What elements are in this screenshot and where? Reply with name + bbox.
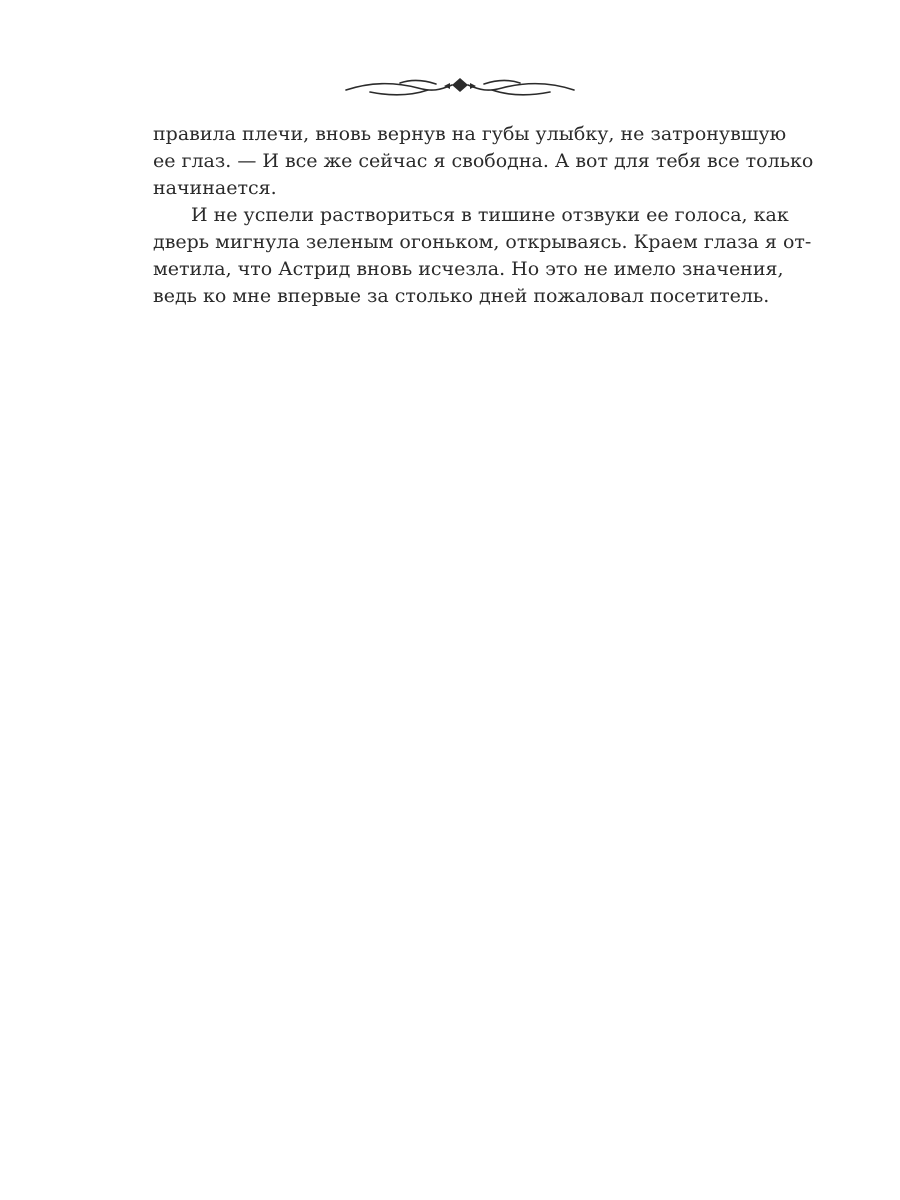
text-line: метила, что Астрид вновь исчезла. Но это не имело значения, — [153, 258, 784, 280]
text-line: дверь мигнула зеленым огоньком, открываясь. Краем глаза я от- — [153, 231, 812, 253]
text-line: правила плечи, вновь вернув на губы улыбку, не затронувшую — [153, 123, 787, 145]
text-line: начинается. — [153, 177, 277, 199]
text-line: ведь ко мне впервые за столько дней пожаловал посетитель. — [153, 285, 770, 307]
flourish-divider-icon — [340, 70, 580, 106]
text-line: И не успели раствориться в тишине отзвуки ее голоса, как — [191, 204, 789, 226]
text-line: ее глаз. — И все же сейчас я свободна. А вот для тебя все только — [153, 150, 814, 172]
body-text — [153, 121, 814, 310]
